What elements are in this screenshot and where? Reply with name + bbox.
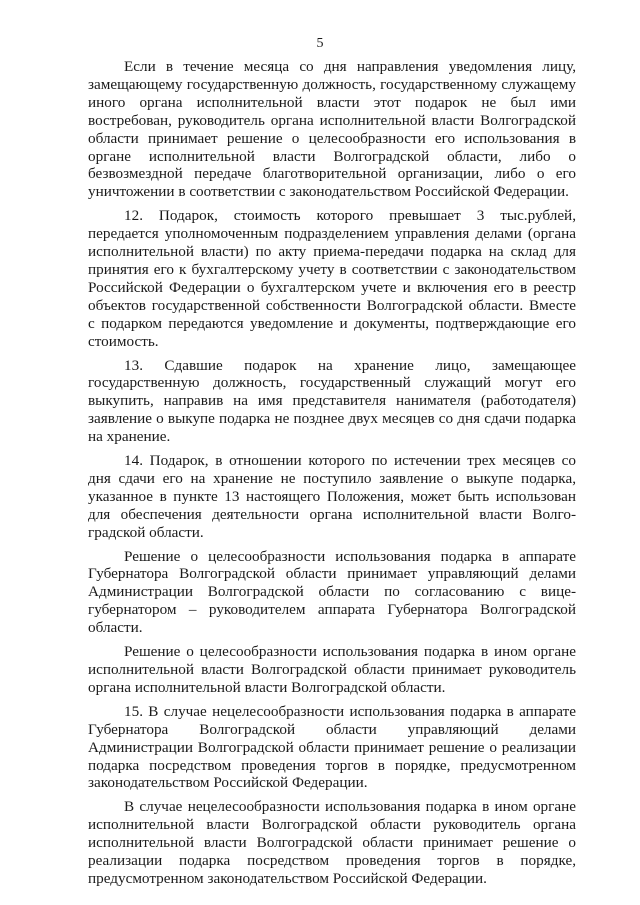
paragraph-sale-other-body: В случае нецелесообразности использования подарка в ином органе исполнительной власти Волгоградской области руководитель органа исполнительной власти Волгоградской области принимает решение о реализации подарка посредством проведения торгов в порядке, предусмотренном законодательством Российской Федерации.	[88, 798, 576, 887]
paragraph-decision-other-body: Решение о целесообразности использования подарка в ином органе исполнительной власти Волгоградской области принимает руководитель органа исполнительной власти Волгоградской области.	[88, 643, 576, 696]
paragraph-item-13: 13. Сдавшие подарок на хранение лицо, замещающее государственную должность, государственный служащий могут его выкупить, направив на имя представителя нанимателя (работодателя) заявление о выкупе подарка не позднее двух месяцев со дня сдачи подарка на хранение.	[88, 356, 576, 446]
page-number: 5	[316, 36, 324, 51]
paragraph-unclaimed-gift: Если в течение месяца со дня направления уведомления лицу, замещающему государственную должность, государственному служащему иного органа исполнительной власти этот подарок не был ими востребован, руководитель органа исполнительной власти Волгоградской области принимает решение о целесообразности его использования в органе исполнительной власти Волгоградской области, либо о безвозмездной передаче благотворительной организации, либо о его уничтожении в соответствии с законодательством Российской Федерации.	[88, 58, 576, 201]
paragraph-item-14: 14. Подарок, в отношении которого по истечении трех месяцев со дня сдачи его на хранение не поступило заявление о выкупе подарка, указанное в пункте 13 настоящего Положения, может быть использован для обеспечения деятельности органа исполнительной власти Волгоградской области.	[88, 452, 576, 541]
document-body	[88, 58, 576, 894]
paragraph-decision-governor-apparatus: Решение о целесообразности использования подарка в аппарате Губернатора Волгоградской области принимает управляющий делами Администрации Волгоградской области по согласованию с вице-губернатором – руководителем аппарата Губернатора Волгоградской области.	[88, 547, 576, 637]
paragraph-item-12: 12. Подарок, стоимость которого превышает 3 тыс.рублей, передается уполномоченным подразделением управления делами (органа исполнительной власти) по акту приема-передачи подарка на склад для принятия его к бухгалтерскому учету в соответствии с законодательством Российской Федерации о бухгалтерском учете и включения его в реестр объектов государственной собственности Волгоградской области. Вместе с подарком передаются уведомление и документы, подтверждающие его стоимость.	[88, 207, 576, 350]
paragraph-item-15: 15. В случае нецелесообразности использования подарка в аппарате Губернатора Волгоградской области управляющий делами Администрации Волгоградской области принимает решение о реализации подарка посредством проведения торгов в порядке, предусмотренном законодательством Российской Федерации.	[88, 702, 576, 792]
